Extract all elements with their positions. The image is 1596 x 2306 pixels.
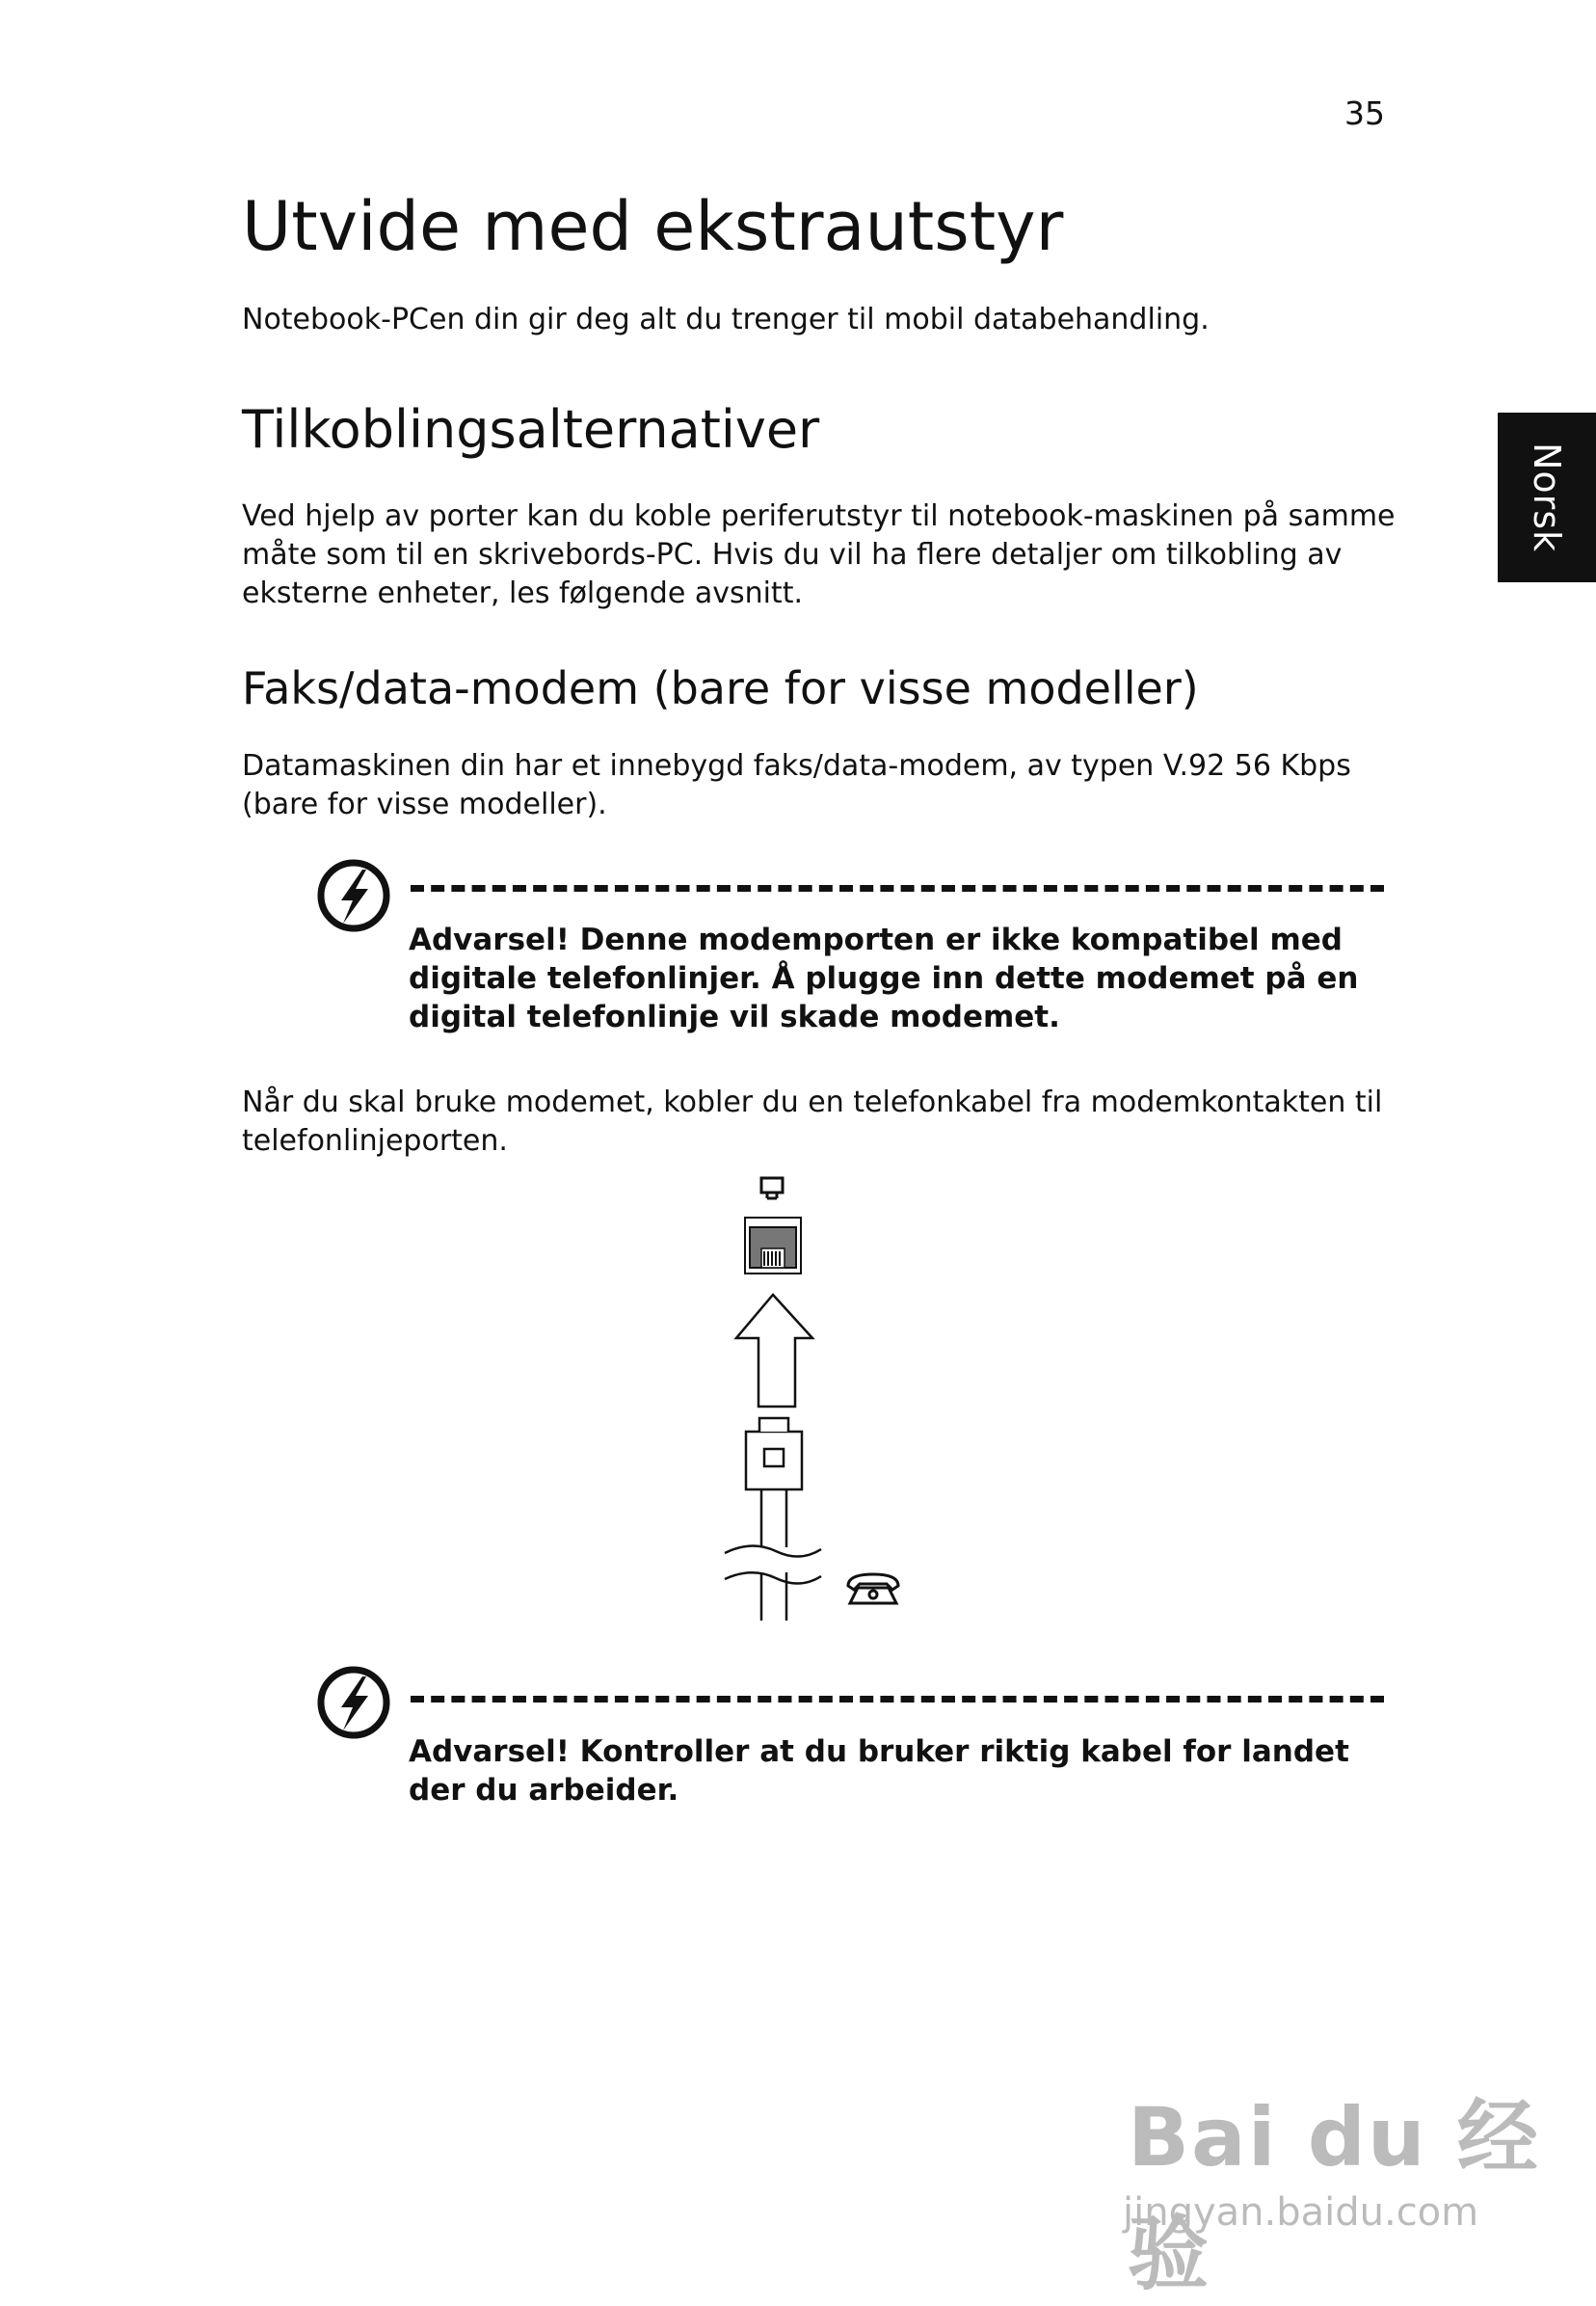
section-heading: Tilkoblingsalternativer [242,399,820,460]
lightning-warning-icon [316,1665,391,1740]
rj11-port-icon [745,1218,801,1274]
warning-divider [411,885,1384,892]
baidu-watermark-logo: Bai du 经验 [1128,2090,1540,2301]
language-side-tab-label: Norsk [1526,442,1568,553]
subsection-heading: Faks/data-modem (bare for visse modeller) [242,662,1199,714]
page-number: 35 [1344,94,1385,132]
warning-text: Advarsel! Kontroller at du bruker riktig kabel for landet der du arbeider. [409,1734,1349,1808]
lightning-warning-icon [316,858,391,933]
modem-connection-diagram [704,1171,935,1634]
jack-symbol-icon [761,1178,783,1198]
language-side-tab [1498,413,1596,582]
phone-plug-icon [746,1418,802,1489]
section-paragraph: Ved hjelp av porter kan du koble periferutstyr til notebook-maskinen på samme måte som til en skrivebords-PC. Hvis du vil ha flere detaljer om tilkobling av eksterne enheter, les følgende avsnitt. [242,499,1396,610]
intro-paragraph: Notebook-PCen din gir deg alt du trenger til mobil databehandling. [242,303,1210,336]
telephone-icon [848,1574,898,1603]
warning-text: Advarsel! Denne modemporten er ikke kompatibel med digitale telefonlinjer. Å plugge inn dette modemet på en digital telefonlinje vil skade modemet. [409,923,1359,1034]
arrow-up-icon [736,1295,812,1407]
baidu-watermark-url: jingyan.baidu.com [1123,2190,1479,2235]
warning-divider [411,1696,1384,1703]
usage-paragraph: Når du skal bruke modemet, kobler du en telefonkabel fra modemkontakten til telefonlinjeporten. [242,1086,1383,1158]
page-title: Utvide med ekstrautstyr [242,187,1064,266]
modem-paragraph: Datamaskinen din har et innebygd faks/data-modem, av typen V.92 56 Kbps (bare for visse modeller). [242,749,1351,821]
phone-cable [725,1489,821,1621]
